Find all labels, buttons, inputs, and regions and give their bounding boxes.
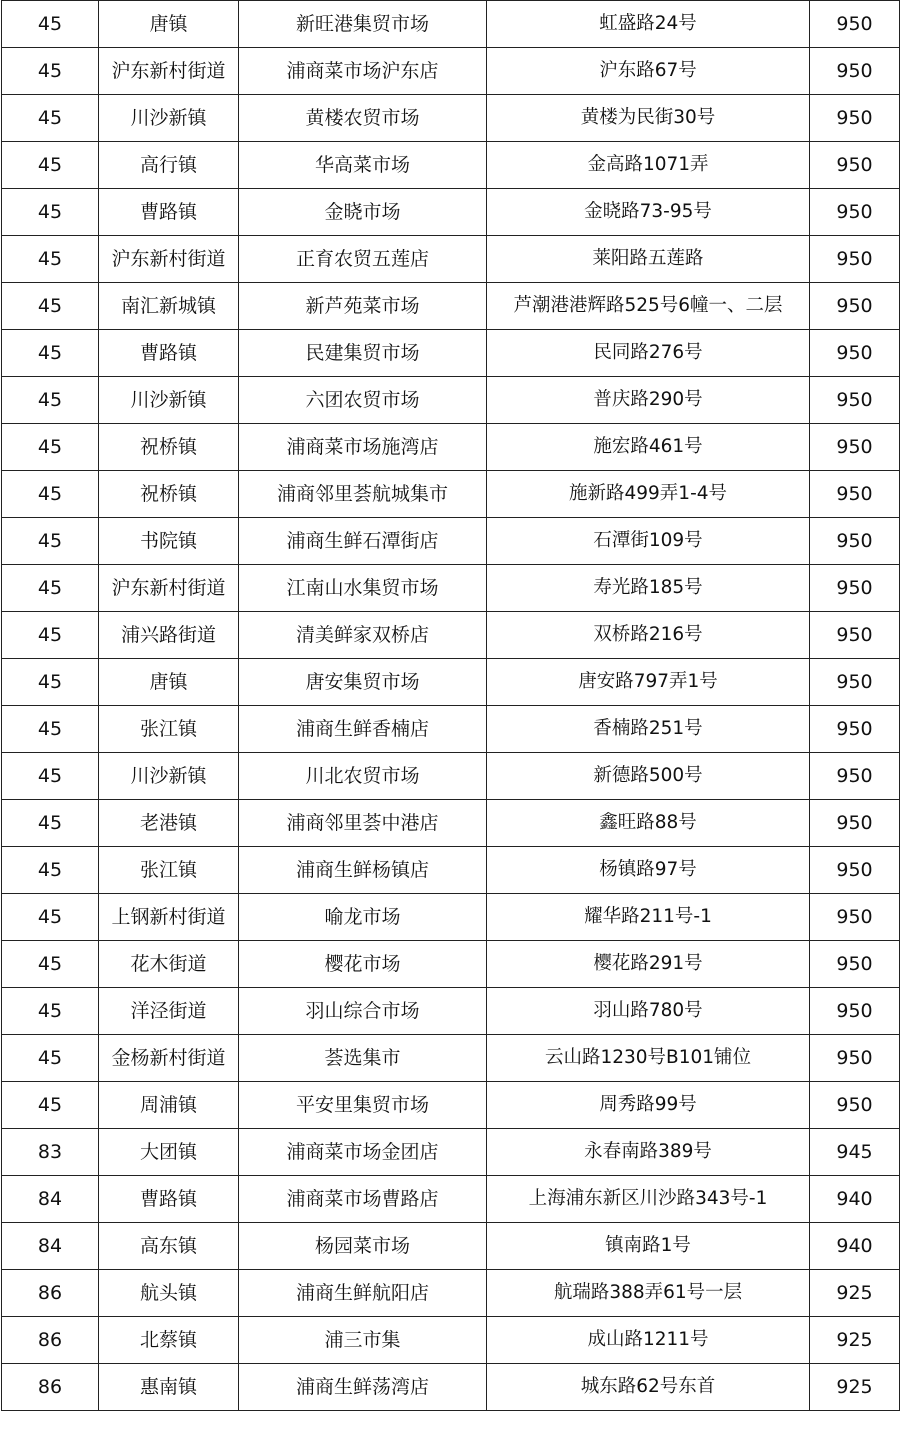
town-cell: 南汇新城镇 bbox=[99, 283, 239, 330]
rank-cell: 45 bbox=[2, 847, 99, 894]
address-cell: 寿光路185号 bbox=[487, 565, 810, 612]
address-cell: 施新路499弄1-4号 bbox=[487, 471, 810, 518]
address-cell: 施宏路461号 bbox=[487, 424, 810, 471]
market-name-cell: 杨园菜市场 bbox=[239, 1223, 487, 1270]
score-cell: 950 bbox=[810, 377, 900, 424]
address-cell: 芦潮港港辉路525号6幢一、二层 bbox=[487, 283, 810, 330]
address-cell: 城东路62号东首 bbox=[487, 1364, 810, 1411]
address-cell: 民同路276号 bbox=[487, 330, 810, 377]
address-cell: 沪东路67号 bbox=[487, 48, 810, 95]
rank-cell: 45 bbox=[2, 1035, 99, 1082]
market-name-cell: 清美鲜家双桥店 bbox=[239, 612, 487, 659]
town-cell: 张江镇 bbox=[99, 847, 239, 894]
market-name-cell: 浦商生鲜杨镇店 bbox=[239, 847, 487, 894]
rank-cell: 45 bbox=[2, 518, 99, 565]
town-cell: 张江镇 bbox=[99, 706, 239, 753]
market-name-cell: 新芦苑菜市场 bbox=[239, 283, 487, 330]
table-row bbox=[2, 236, 900, 283]
score-cell: 950 bbox=[810, 330, 900, 377]
market-name-cell: 平安里集贸市场 bbox=[239, 1082, 487, 1129]
town-cell: 沪东新村街道 bbox=[99, 565, 239, 612]
rank-cell: 83 bbox=[2, 1129, 99, 1176]
rank-cell: 45 bbox=[2, 941, 99, 988]
town-cell: 曹路镇 bbox=[99, 330, 239, 377]
town-cell: 书院镇 bbox=[99, 518, 239, 565]
table-row bbox=[2, 565, 900, 612]
address-cell: 金高路1071弄 bbox=[487, 142, 810, 189]
table-row bbox=[2, 1082, 900, 1129]
town-cell: 沪东新村街道 bbox=[99, 236, 239, 283]
table-row bbox=[2, 1, 900, 48]
town-cell: 沪东新村街道 bbox=[99, 48, 239, 95]
score-cell: 940 bbox=[810, 1176, 900, 1223]
town-cell: 上钢新村街道 bbox=[99, 894, 239, 941]
score-cell: 950 bbox=[810, 48, 900, 95]
town-cell: 周浦镇 bbox=[99, 1082, 239, 1129]
table-row bbox=[2, 48, 900, 95]
rank-cell: 45 bbox=[2, 1, 99, 48]
market-name-cell: 浦商生鲜石潭街店 bbox=[239, 518, 487, 565]
address-cell: 耀华路211号-1 bbox=[487, 894, 810, 941]
market-name-cell: 华高菜市场 bbox=[239, 142, 487, 189]
score-cell: 950 bbox=[810, 471, 900, 518]
table-row bbox=[2, 283, 900, 330]
score-cell: 950 bbox=[810, 565, 900, 612]
score-cell: 950 bbox=[810, 659, 900, 706]
ranking-table-body bbox=[2, 1, 900, 1411]
rank-cell: 45 bbox=[2, 48, 99, 95]
address-cell: 上海浦东新区川沙路343号-1 bbox=[487, 1176, 810, 1223]
table-row bbox=[2, 1035, 900, 1082]
address-cell: 镇南路1号 bbox=[487, 1223, 810, 1270]
rank-cell: 45 bbox=[2, 894, 99, 941]
town-cell: 洋泾街道 bbox=[99, 988, 239, 1035]
town-cell: 唐镇 bbox=[99, 659, 239, 706]
address-cell: 金晓路73-95号 bbox=[487, 189, 810, 236]
market-name-cell: 浦商生鲜荡湾店 bbox=[239, 1364, 487, 1411]
town-cell: 惠南镇 bbox=[99, 1364, 239, 1411]
score-cell: 950 bbox=[810, 236, 900, 283]
market-name-cell: 民建集贸市场 bbox=[239, 330, 487, 377]
rank-cell: 86 bbox=[2, 1364, 99, 1411]
town-cell: 大团镇 bbox=[99, 1129, 239, 1176]
score-cell: 950 bbox=[810, 753, 900, 800]
rank-cell: 45 bbox=[2, 565, 99, 612]
market-name-cell: 浦商菜市场曹路店 bbox=[239, 1176, 487, 1223]
market-name-cell: 浦商菜市场施湾店 bbox=[239, 424, 487, 471]
score-cell: 950 bbox=[810, 1082, 900, 1129]
score-cell: 950 bbox=[810, 894, 900, 941]
market-name-cell: 金晓市场 bbox=[239, 189, 487, 236]
table-row bbox=[2, 1364, 900, 1411]
town-cell: 川沙新镇 bbox=[99, 95, 239, 142]
town-cell: 祝桥镇 bbox=[99, 424, 239, 471]
table-row bbox=[2, 377, 900, 424]
address-cell: 新德路500号 bbox=[487, 753, 810, 800]
rank-cell: 45 bbox=[2, 189, 99, 236]
market-name-cell: 羽山综合市场 bbox=[239, 988, 487, 1035]
rank-cell: 45 bbox=[2, 988, 99, 1035]
market-name-cell: 六团农贸市场 bbox=[239, 377, 487, 424]
town-cell: 川沙新镇 bbox=[99, 753, 239, 800]
table-row bbox=[2, 800, 900, 847]
town-cell: 老港镇 bbox=[99, 800, 239, 847]
market-name-cell: 浦三市集 bbox=[239, 1317, 487, 1364]
score-cell: 950 bbox=[810, 800, 900, 847]
score-cell: 950 bbox=[810, 612, 900, 659]
table-row bbox=[2, 706, 900, 753]
table-row bbox=[2, 1176, 900, 1223]
rank-cell: 86 bbox=[2, 1317, 99, 1364]
address-cell: 永春南路389号 bbox=[487, 1129, 810, 1176]
town-cell: 曹路镇 bbox=[99, 189, 239, 236]
table-row bbox=[2, 941, 900, 988]
rank-cell: 45 bbox=[2, 706, 99, 753]
score-cell: 950 bbox=[810, 424, 900, 471]
market-name-cell: 黄楼农贸市场 bbox=[239, 95, 487, 142]
address-cell: 杨镇路97号 bbox=[487, 847, 810, 894]
rank-cell: 45 bbox=[2, 1082, 99, 1129]
address-cell: 石潭街109号 bbox=[487, 518, 810, 565]
table-row bbox=[2, 753, 900, 800]
table-row bbox=[2, 1317, 900, 1364]
score-cell: 950 bbox=[810, 283, 900, 330]
town-cell: 金杨新村街道 bbox=[99, 1035, 239, 1082]
score-cell: 950 bbox=[810, 1035, 900, 1082]
town-cell: 唐镇 bbox=[99, 1, 239, 48]
score-cell: 925 bbox=[810, 1270, 900, 1317]
score-cell: 950 bbox=[810, 1, 900, 48]
address-cell: 周秀路99号 bbox=[487, 1082, 810, 1129]
rank-cell: 45 bbox=[2, 800, 99, 847]
market-name-cell: 浦商生鲜香楠店 bbox=[239, 706, 487, 753]
town-cell: 花木街道 bbox=[99, 941, 239, 988]
score-cell: 950 bbox=[810, 189, 900, 236]
address-cell: 普庆路290号 bbox=[487, 377, 810, 424]
rank-cell: 84 bbox=[2, 1176, 99, 1223]
town-cell: 高行镇 bbox=[99, 142, 239, 189]
table-row bbox=[2, 330, 900, 377]
table-row bbox=[2, 424, 900, 471]
rank-cell: 45 bbox=[2, 659, 99, 706]
market-name-cell: 浦商邻里荟航城集市 bbox=[239, 471, 487, 518]
rank-cell: 45 bbox=[2, 330, 99, 377]
score-cell: 925 bbox=[810, 1317, 900, 1364]
table-row bbox=[2, 1129, 900, 1176]
market-name-cell: 江南山水集贸市场 bbox=[239, 565, 487, 612]
rank-cell: 45 bbox=[2, 95, 99, 142]
market-name-cell: 樱花市场 bbox=[239, 941, 487, 988]
address-cell: 航瑞路388弄61号一层 bbox=[487, 1270, 810, 1317]
market-name-cell: 喻龙市场 bbox=[239, 894, 487, 941]
table-row bbox=[2, 1270, 900, 1317]
rank-cell: 45 bbox=[2, 283, 99, 330]
score-cell: 950 bbox=[810, 706, 900, 753]
table-row bbox=[2, 847, 900, 894]
address-cell: 莱阳路五莲路 bbox=[487, 236, 810, 283]
address-cell: 云山路1230号B101铺位 bbox=[487, 1035, 810, 1082]
market-name-cell: 浦商生鲜航阳店 bbox=[239, 1270, 487, 1317]
address-cell: 羽山路780号 bbox=[487, 988, 810, 1035]
address-cell: 樱花路291号 bbox=[487, 941, 810, 988]
market-name-cell: 荟选集市 bbox=[239, 1035, 487, 1082]
table-row bbox=[2, 894, 900, 941]
town-cell: 北蔡镇 bbox=[99, 1317, 239, 1364]
rank-cell: 45 bbox=[2, 236, 99, 283]
address-cell: 成山路1211号 bbox=[487, 1317, 810, 1364]
market-name-cell: 川北农贸市场 bbox=[239, 753, 487, 800]
table-row bbox=[2, 142, 900, 189]
table-row bbox=[2, 471, 900, 518]
score-cell: 950 bbox=[810, 142, 900, 189]
table-row bbox=[2, 189, 900, 236]
score-cell: 945 bbox=[810, 1129, 900, 1176]
town-cell: 川沙新镇 bbox=[99, 377, 239, 424]
address-cell: 双桥路216号 bbox=[487, 612, 810, 659]
table-row bbox=[2, 1223, 900, 1270]
score-cell: 950 bbox=[810, 941, 900, 988]
score-cell: 925 bbox=[810, 1364, 900, 1411]
table-row bbox=[2, 659, 900, 706]
market-name-cell: 浦商菜市场沪东店 bbox=[239, 48, 487, 95]
rank-cell: 84 bbox=[2, 1223, 99, 1270]
address-cell: 唐安路797弄1号 bbox=[487, 659, 810, 706]
address-cell: 虹盛路24号 bbox=[487, 1, 810, 48]
town-cell: 浦兴路街道 bbox=[99, 612, 239, 659]
rank-cell: 45 bbox=[2, 424, 99, 471]
ranking-table bbox=[1, 0, 900, 1411]
town-cell: 曹路镇 bbox=[99, 1176, 239, 1223]
table-row bbox=[2, 518, 900, 565]
rank-cell: 45 bbox=[2, 377, 99, 424]
table-row bbox=[2, 988, 900, 1035]
market-name-cell: 正育农贸五莲店 bbox=[239, 236, 487, 283]
score-cell: 950 bbox=[810, 847, 900, 894]
town-cell: 航头镇 bbox=[99, 1270, 239, 1317]
market-name-cell: 新旺港集贸市场 bbox=[239, 1, 487, 48]
score-cell: 950 bbox=[810, 988, 900, 1035]
address-cell: 香楠路251号 bbox=[487, 706, 810, 753]
address-cell: 黄楼为民街30号 bbox=[487, 95, 810, 142]
rank-cell: 45 bbox=[2, 612, 99, 659]
town-cell: 祝桥镇 bbox=[99, 471, 239, 518]
town-cell: 高东镇 bbox=[99, 1223, 239, 1270]
address-cell: 鑫旺路88号 bbox=[487, 800, 810, 847]
score-cell: 950 bbox=[810, 518, 900, 565]
rank-cell: 86 bbox=[2, 1270, 99, 1317]
rank-cell: 45 bbox=[2, 753, 99, 800]
score-cell: 950 bbox=[810, 95, 900, 142]
table-row bbox=[2, 612, 900, 659]
market-name-cell: 浦商菜市场金团店 bbox=[239, 1129, 487, 1176]
rank-cell: 45 bbox=[2, 471, 99, 518]
market-name-cell: 浦商邻里荟中港店 bbox=[239, 800, 487, 847]
rank-cell: 45 bbox=[2, 142, 99, 189]
score-cell: 940 bbox=[810, 1223, 900, 1270]
market-name-cell: 唐安集贸市场 bbox=[239, 659, 487, 706]
table-row bbox=[2, 95, 900, 142]
